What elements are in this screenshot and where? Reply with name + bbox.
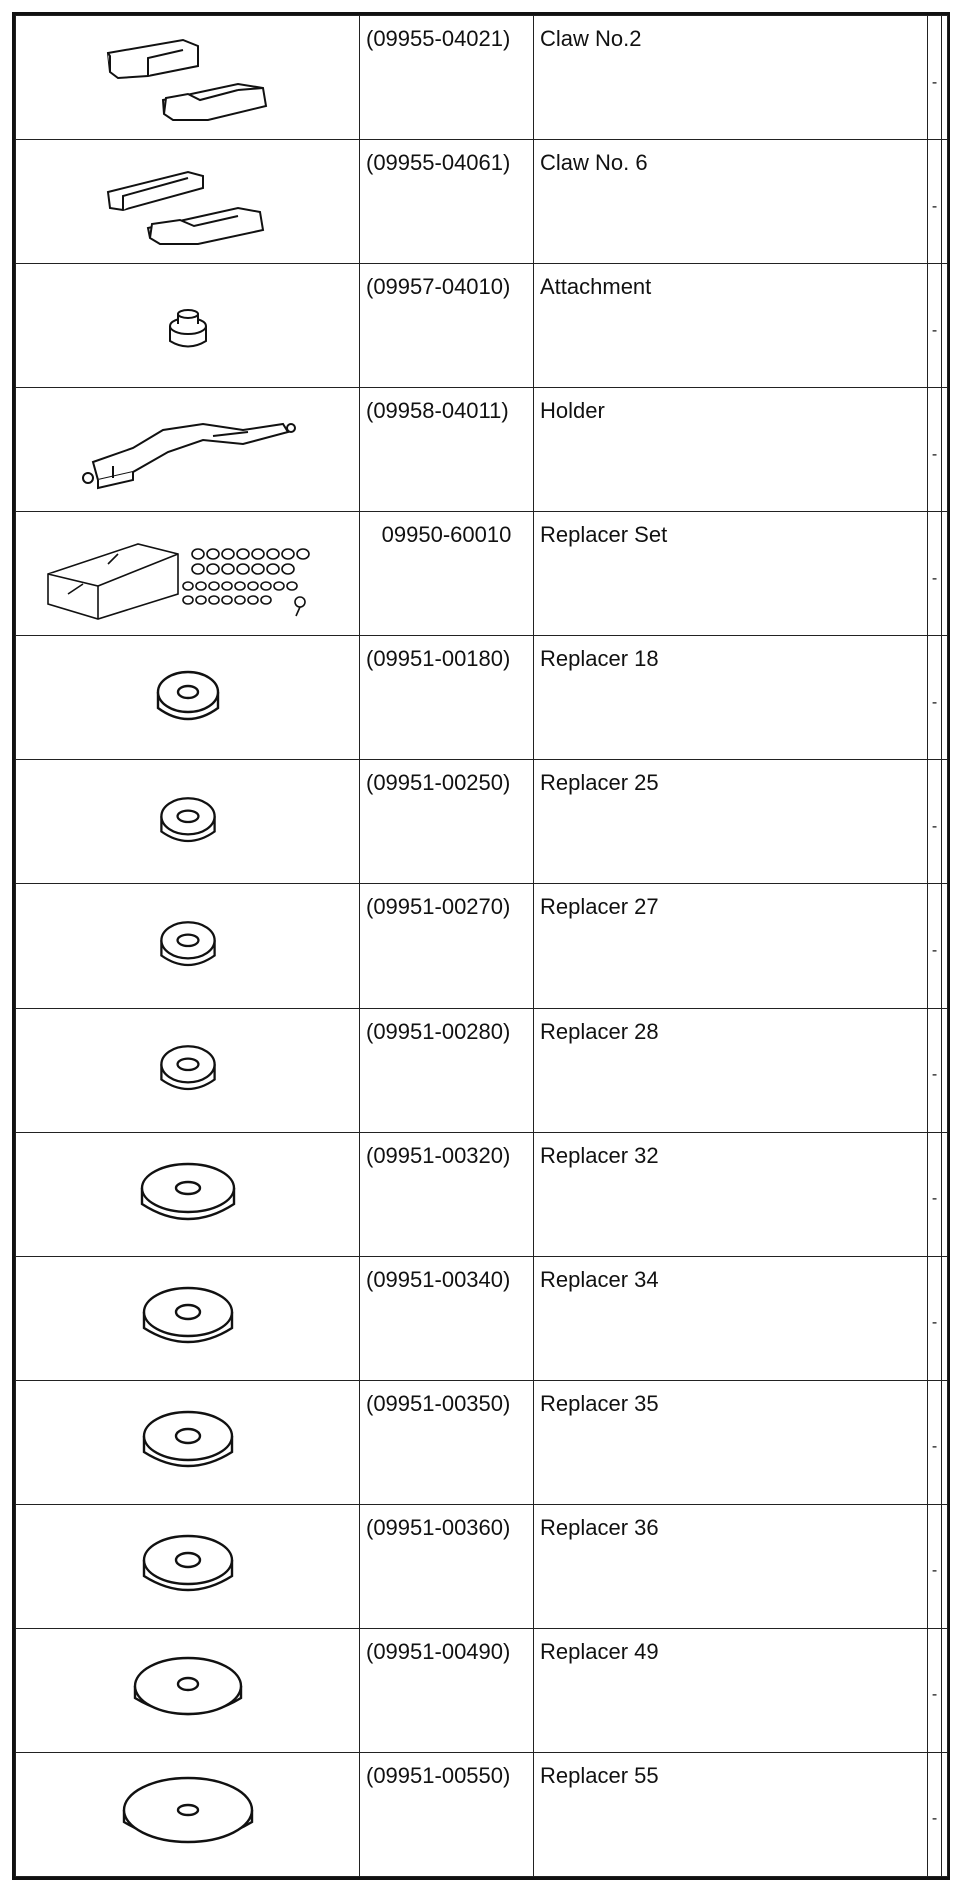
replacer-set-icon — [38, 524, 338, 624]
edge-cell — [942, 140, 948, 264]
part-name: Holder — [534, 388, 928, 512]
part-note: - — [928, 140, 942, 264]
table-row — [16, 636, 948, 760]
edge-cell — [942, 264, 948, 388]
table-row — [16, 1008, 948, 1132]
table-row — [16, 1132, 948, 1256]
part-number: (09955-04021) — [360, 16, 534, 140]
part-name: Claw No.2 — [534, 16, 928, 140]
edge-cell — [942, 388, 948, 512]
replacer-disc-icon — [136, 1400, 240, 1484]
tool-illustration-cell — [16, 1256, 360, 1380]
tool-table — [15, 15, 948, 1877]
edge-cell — [942, 760, 948, 884]
edge-cell — [942, 1504, 948, 1628]
tool-illustration-cell — [16, 1628, 360, 1752]
part-note: - — [928, 388, 942, 512]
replacer-disc-icon — [129, 1646, 247, 1734]
tool-illustration-cell — [16, 1380, 360, 1504]
part-note: - — [928, 1008, 942, 1132]
edge-cell — [942, 636, 948, 760]
parts-sheet — [12, 12, 950, 1880]
part-note: - — [928, 16, 942, 140]
replacer-disc-icon — [150, 908, 226, 984]
edge-cell — [942, 1380, 948, 1504]
part-number: (09951-00490) — [360, 1628, 534, 1752]
part-note: - — [928, 1256, 942, 1380]
part-number: (09951-00350) — [360, 1380, 534, 1504]
table-row — [16, 760, 948, 884]
part-name: Replacer Set — [534, 512, 928, 636]
edge-cell — [942, 1256, 948, 1380]
tool-illustration-cell — [16, 1504, 360, 1628]
table-row — [16, 264, 948, 388]
part-number: (09951-00270) — [360, 884, 534, 1008]
part-name: Replacer 34 — [534, 1256, 928, 1380]
part-note: - — [928, 512, 942, 636]
holder-icon — [73, 400, 303, 500]
replacer-disc-icon — [150, 1032, 226, 1108]
part-note: - — [928, 264, 942, 388]
tool-illustration-cell — [16, 16, 360, 140]
claw-no2-icon — [88, 28, 288, 128]
part-name: Replacer 35 — [534, 1380, 928, 1504]
part-note: - — [928, 760, 942, 884]
part-number: (09951-00550) — [360, 1752, 534, 1876]
part-number: (09951-00180) — [360, 636, 534, 760]
part-number: (09958-04011) — [360, 388, 534, 512]
part-number: (09951-00250) — [360, 760, 534, 884]
part-note: - — [928, 1752, 942, 1876]
tool-illustration-cell — [16, 1132, 360, 1256]
part-note: - — [928, 636, 942, 760]
edge-cell — [942, 884, 948, 1008]
tool-illustration-cell — [16, 512, 360, 636]
table-row — [16, 512, 948, 636]
part-number: 09950-60010 — [360, 512, 534, 636]
tool-illustration-cell — [16, 1008, 360, 1132]
table-row — [16, 388, 948, 512]
tool-illustration-cell — [16, 264, 360, 388]
table-row — [16, 16, 948, 140]
edge-cell — [942, 1628, 948, 1752]
table-row — [16, 1256, 948, 1380]
replacer-disc-icon — [136, 1276, 240, 1360]
attachment-icon — [148, 286, 228, 366]
tool-illustration-cell — [16, 760, 360, 884]
part-note: - — [928, 884, 942, 1008]
part-note: - — [928, 1380, 942, 1504]
table-row — [16, 1504, 948, 1628]
table-row — [16, 1628, 948, 1752]
part-name: Replacer 36 — [534, 1504, 928, 1628]
part-number: (09955-04061) — [360, 140, 534, 264]
replacer-disc-icon — [118, 1766, 258, 1862]
table-row — [16, 884, 948, 1008]
replacer-disc-icon — [136, 1152, 240, 1236]
table-row — [16, 1752, 948, 1876]
edge-cell — [942, 16, 948, 140]
tool-illustration-cell — [16, 388, 360, 512]
part-number: (09951-00280) — [360, 1008, 534, 1132]
tool-illustration-cell — [16, 884, 360, 1008]
table-row — [16, 1380, 948, 1504]
edge-cell — [942, 512, 948, 636]
part-name: Attachment — [534, 264, 928, 388]
replacer-disc-icon — [136, 1524, 240, 1608]
claw-no6-icon — [88, 152, 288, 252]
part-note: - — [928, 1504, 942, 1628]
part-name: Replacer 27 — [534, 884, 928, 1008]
part-note: - — [928, 1132, 942, 1256]
part-name: Replacer 18 — [534, 636, 928, 760]
replacer-disc-icon — [150, 784, 226, 860]
tool-illustration-cell — [16, 1752, 360, 1876]
table-row — [16, 140, 948, 264]
edge-cell — [942, 1008, 948, 1132]
edge-cell — [942, 1132, 948, 1256]
replacer-disc-icon — [148, 658, 228, 738]
edge-cell — [942, 1752, 948, 1876]
part-name: Replacer 25 — [534, 760, 928, 884]
part-name: Claw No. 6 — [534, 140, 928, 264]
part-name: Replacer 32 — [534, 1132, 928, 1256]
part-name: Replacer 28 — [534, 1008, 928, 1132]
part-number: (09951-00340) — [360, 1256, 534, 1380]
tool-illustration-cell — [16, 636, 360, 760]
part-number: (09951-00320) — [360, 1132, 534, 1256]
part-number: (09951-00360) — [360, 1504, 534, 1628]
part-name: Replacer 55 — [534, 1752, 928, 1876]
part-name: Replacer 49 — [534, 1628, 928, 1752]
part-number: (09957-04010) — [360, 264, 534, 388]
part-note: - — [928, 1628, 942, 1752]
tool-illustration-cell — [16, 140, 360, 264]
